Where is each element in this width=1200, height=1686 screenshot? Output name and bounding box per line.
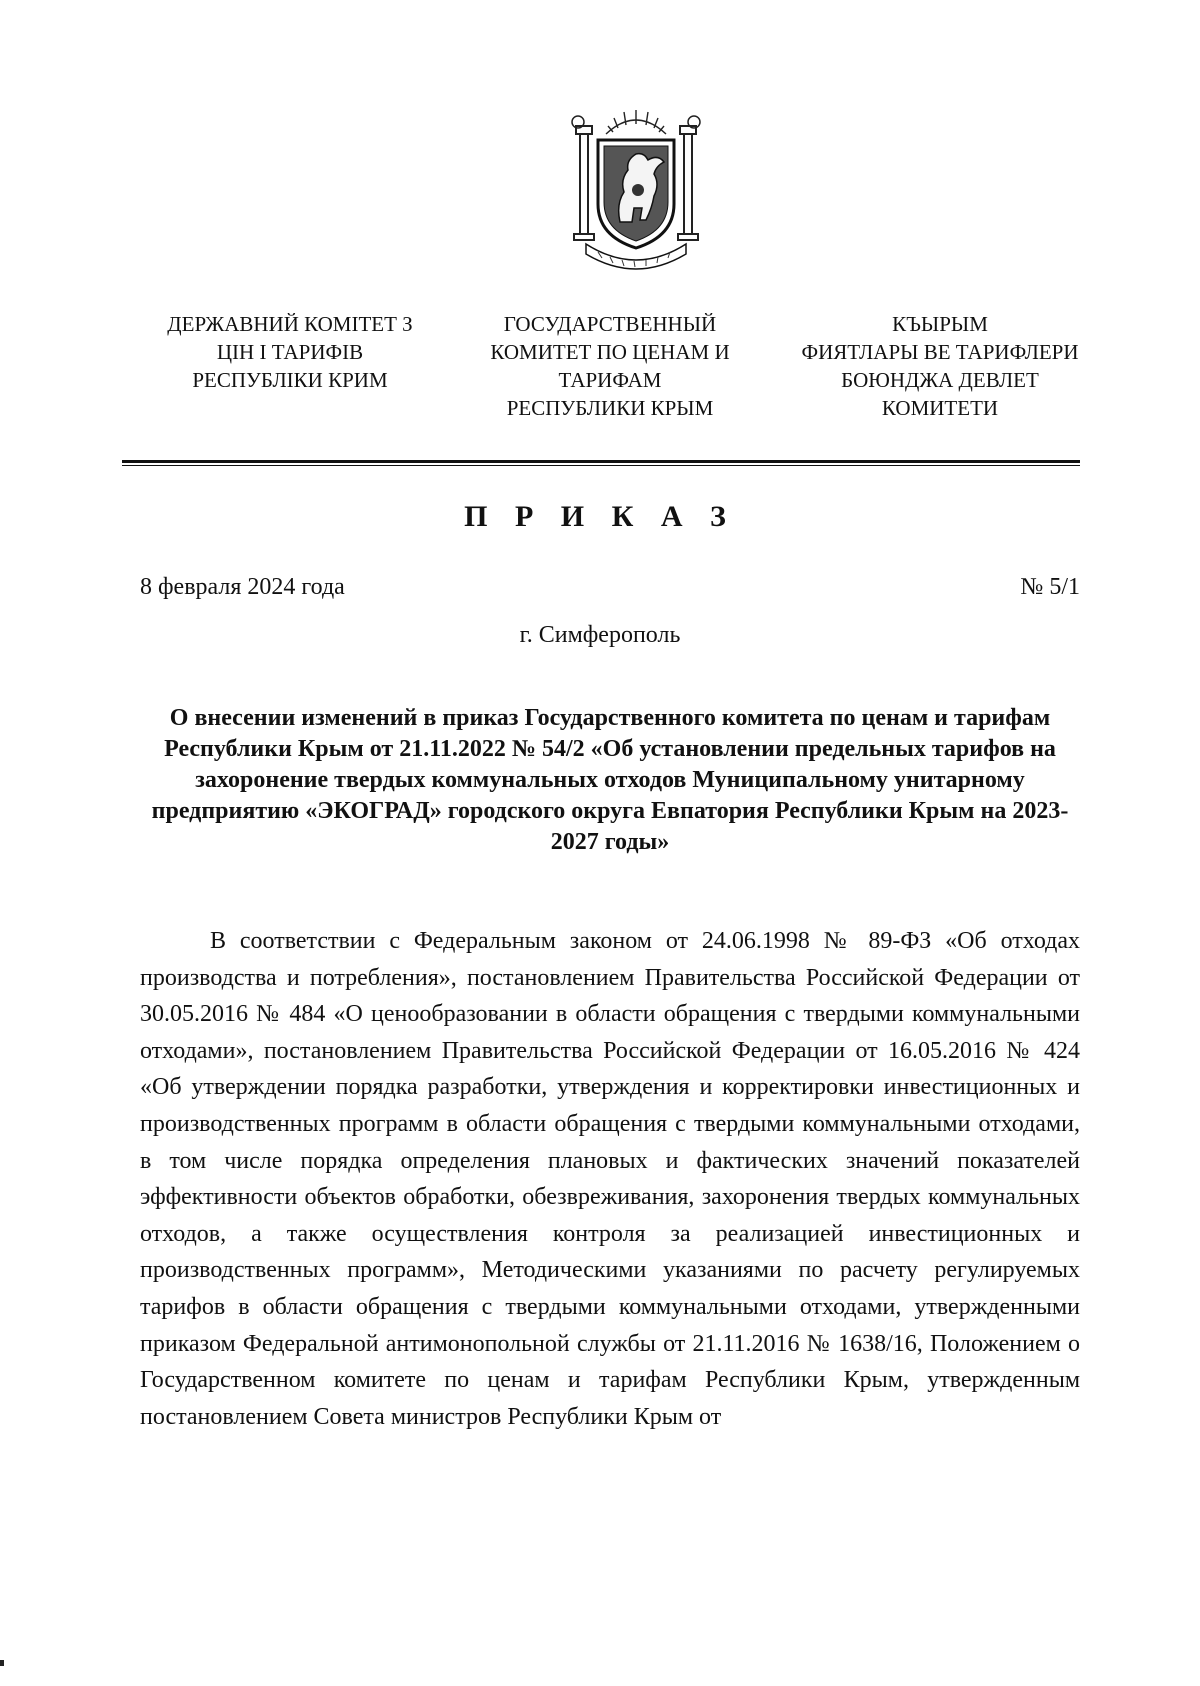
header-divider: [122, 460, 1080, 463]
header-russian: ГОСУДАРСТВЕННЫЙ КОМИТЕТ ПО ЦЕНАМ И ТАРИФАМ РЕСПУБЛИКИ КРЫМ: [490, 312, 730, 420]
letterhead: [140, 310, 1080, 450]
header-ukrainian: ДЕРЖАВНИЙ КОМІТЕТ З ЦІН І ТАРИФІВ РЕСПУБЛІКИ КРИМ: [167, 312, 413, 392]
document-body: [140, 923, 1080, 1435]
header-divider-thin: [122, 465, 1080, 466]
document-date: 8 февраля 2024 года: [140, 574, 345, 600]
scan-mark: [0, 1660, 4, 1666]
document-title: П Р И К А З: [464, 500, 736, 533]
body-paragraph: В соответствии с Федеральным законом от 24.06.1998 № 89-ФЗ «Об отходах производства и потребления», постановлением Правительства Российской Федерации от 30.05.2016 № 484 «О ценообразовании в области обращения с твердыми коммунальными отходами», постановлением Правительства Российской Федерации от 16.05.2016 № 424 «Об утверждении порядка разработки, утверждения и корректировки инвестиционных и производственных программ в области обращения с твердыми коммунальными отходами, в том числе порядка определения плановых и фактических значений показателей эффективности объектов обработки, обезвреживания, захоронения твердых коммунальных отходов, а также осуществления контроля за реализацией инвестиционных и производственных программ», Методическими указаниями по расчету регулируемых тарифов в области обращения с твердыми коммунальными отходами, утвержденными приказом Федеральной антимонопольной службы от 21.11.2016 № 1638/16, Положением о Государственном комитете по ценам и тарифам Республики Крым, утвержденным постановлением Совета министров Республики Крым от: [140, 928, 1080, 1430]
coat-of-arms-icon: [568, 104, 704, 274]
document-subject: О внесении изменений в приказ Государственного комитета по ценам и тарифам Республики Крым от 21.11.2022 № 54/2 «Об установлении предельных тарифов на захоронение твердых коммунальных отходов Муниципальному унитарному предприятию «ЭКОГРАД» городского округа Евпатория Республики Крым на 2023-2027 годы»: [151, 705, 1069, 855]
header-crimean-tatar: КЪЫРЫМ ФИЯТЛАРЫ ВЕ ТАРИФЛЕРИ БОЮНДЖА ДЕВЛЕТ КОМИТЕТИ: [801, 312, 1079, 420]
document-city: г. Симферополь: [519, 622, 681, 648]
document-number: № 5/1: [1020, 574, 1080, 600]
